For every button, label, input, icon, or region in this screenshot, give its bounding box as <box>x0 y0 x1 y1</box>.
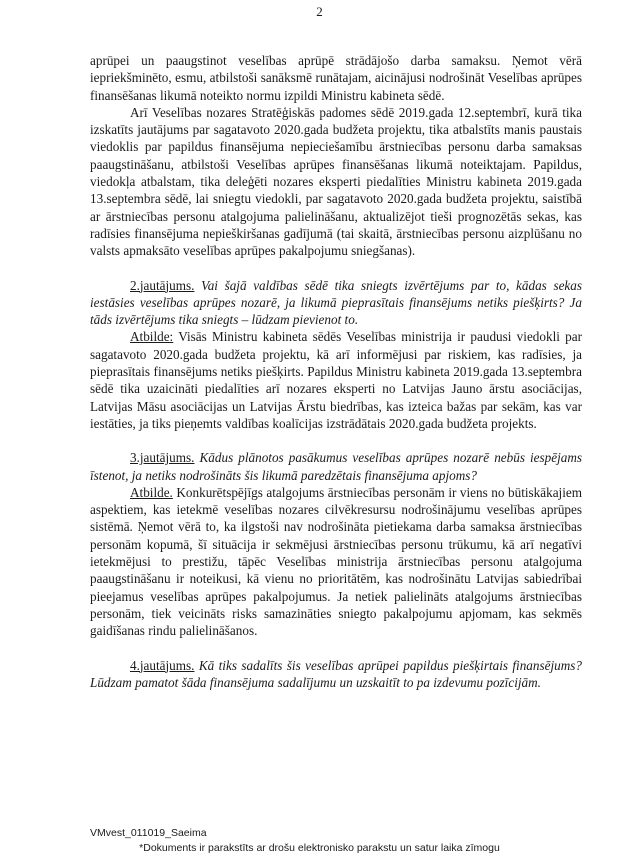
question-2-label: 2.jautājums. <box>130 277 195 293</box>
paragraph-intro: aprūpei un paaugstinot veselības aprūpē strādājošo darba samaksu. Ņemot vērā iepriekšminēto, esmu, atbilstoši sanāksmē runātajam, aicinājusi nodrošināt Veselības aprūpes finansēšanas likumā noteikto normu izpildi Ministru kabineta sēdē. <box>90 53 582 103</box>
answer-3 <box>90 484 582 640</box>
answer-2-label: Atbilde: <box>130 329 174 345</box>
document-body <box>90 52 582 691</box>
question-4 <box>90 657 582 692</box>
question-3 <box>90 449 582 484</box>
question-4-label: 4.jautājums. <box>130 657 195 673</box>
question-2 <box>90 277 582 329</box>
signature-note: *Dokuments ir parakstīts ar drošu elektronisko parakstu un satur laika zīmogu <box>139 842 500 854</box>
page-number: 2 <box>316 4 323 19</box>
document-id: VMvest_011019_Saeima <box>90 827 207 839</box>
question-2-text: Vai šajā valdības sēdē tika sniegts izvērtējums par to, kādas sekas iestāsies veselības aprūpes nozarē, ja likumā pieprasītais finansējums netiks piešķirts? Ja tāds izvērtējums tika sniegts – lūdzam pievienot to. <box>90 277 583 328</box>
question-4-text: Kā tiks sadalīts šis veselības aprūpei papildus piešķirtais finansējums? Lūdzam pamatot šāda finansējuma sadalījumu un uzskaitīt to pa izdevumu pozīcijām. <box>90 657 582 690</box>
question-3-text: Kādus plānotos pasākumus veselības aprūpes nozarē nebūs iespējams īstenot, ja netiks nodrošināts šis likumā paredzētais finansējuma apjoms? <box>90 450 583 483</box>
question-3-label: 3.jautājums. <box>130 450 195 466</box>
answer-3-text: Konkurētspējīgs atalgojums ārstniecības personām ir viens no būtiskākajiem aspektiem, kas ietekmē veselības nozares cilvēkresursu nodrošinājumu veselības aprūpes sistēmā. Ņemot vērā to, ka ilgstoši nav nodrošināta pietiekama darba samaksa ārstniecības personām kopumā, šī situācija ir sekmējusi ārstniecības personu trūkumu, kā arī negatīvi ietekmējusi to prestižu, tāpēc Veselības ministrija ārstniecības personu atalgojuma paaugstināšanu ir noteikusi, kā vienu no prioritātēm, kas nodrošinātu Latvijas sabiedrībai pieejamus veselības aprūpes pakalpojumus. Ja netiek palielināts atalgojums ārstniecības personām, tiek veicināts risks samazināties sniegto pakalpojumu apjomam, kas sekmēs gaidīšanas rindu palielināšanos. <box>90 484 582 639</box>
answer-3-label: Atbilde. <box>130 484 173 500</box>
answer-2-text: Visās Ministru kabineta sēdēs Veselības ministrija ir paudusi viedokli par sagatavoto 2020.gada budžeta projektu, kā arī informējusi par riskiem, kas radīsies, ja pieprasītais finansējums netiks piešķirts. Papildus Ministru kabineta 2019.gada 13.septembra sēdē tika uzaicināti piedalīties arī nozares eksperti no Latvijas Jauno ārstu asociācijas, Latvijas Māsu asociācijas un Latvijas Ārstu biedrības, kas izteica bažas par sekām, kas var iestāties, ja tiks pieņemts valdības koalīcijas izstrādātais 2020.gada budžeta projekts. <box>90 329 582 431</box>
paragraph-council-meeting: Arī Veselības nozares Stratēģiskās padomes sēdē 2019.gada 12.septembrī, kurā tika izskatīts jautājums par sagatavoto 2020.gada budžeta projektu, tika atbalstīts manis paustais viedoklis par papildus finansējuma nepieciešamību ārstniecības personu darba samaksas paaugstināšanu, atbilstoši Veselības aprūpes finansēšanas likumā noteiktajam. Papildus, viedokļa atbalstam, tika deleģēti nozares eksperti piedalīties Ministru kabineta 2019.gada 13.septembra sēdē, lai sniegtu viedokli, par sagatavoto 2020.gada budžeta projektu, saistībā ar ārstniecības personu atalgojuma palielināšanu, aktualizējot tieši prognozētās sekas, kas radīsies finansējuma nepieškiršanas gadījumā (tai skaitā, ārstniecības personu aizplūšanu no valsts apmaksāto veselības aprūpes pakalpojumu sniegšanas). <box>90 104 582 259</box>
answer-2 <box>90 328 582 432</box>
